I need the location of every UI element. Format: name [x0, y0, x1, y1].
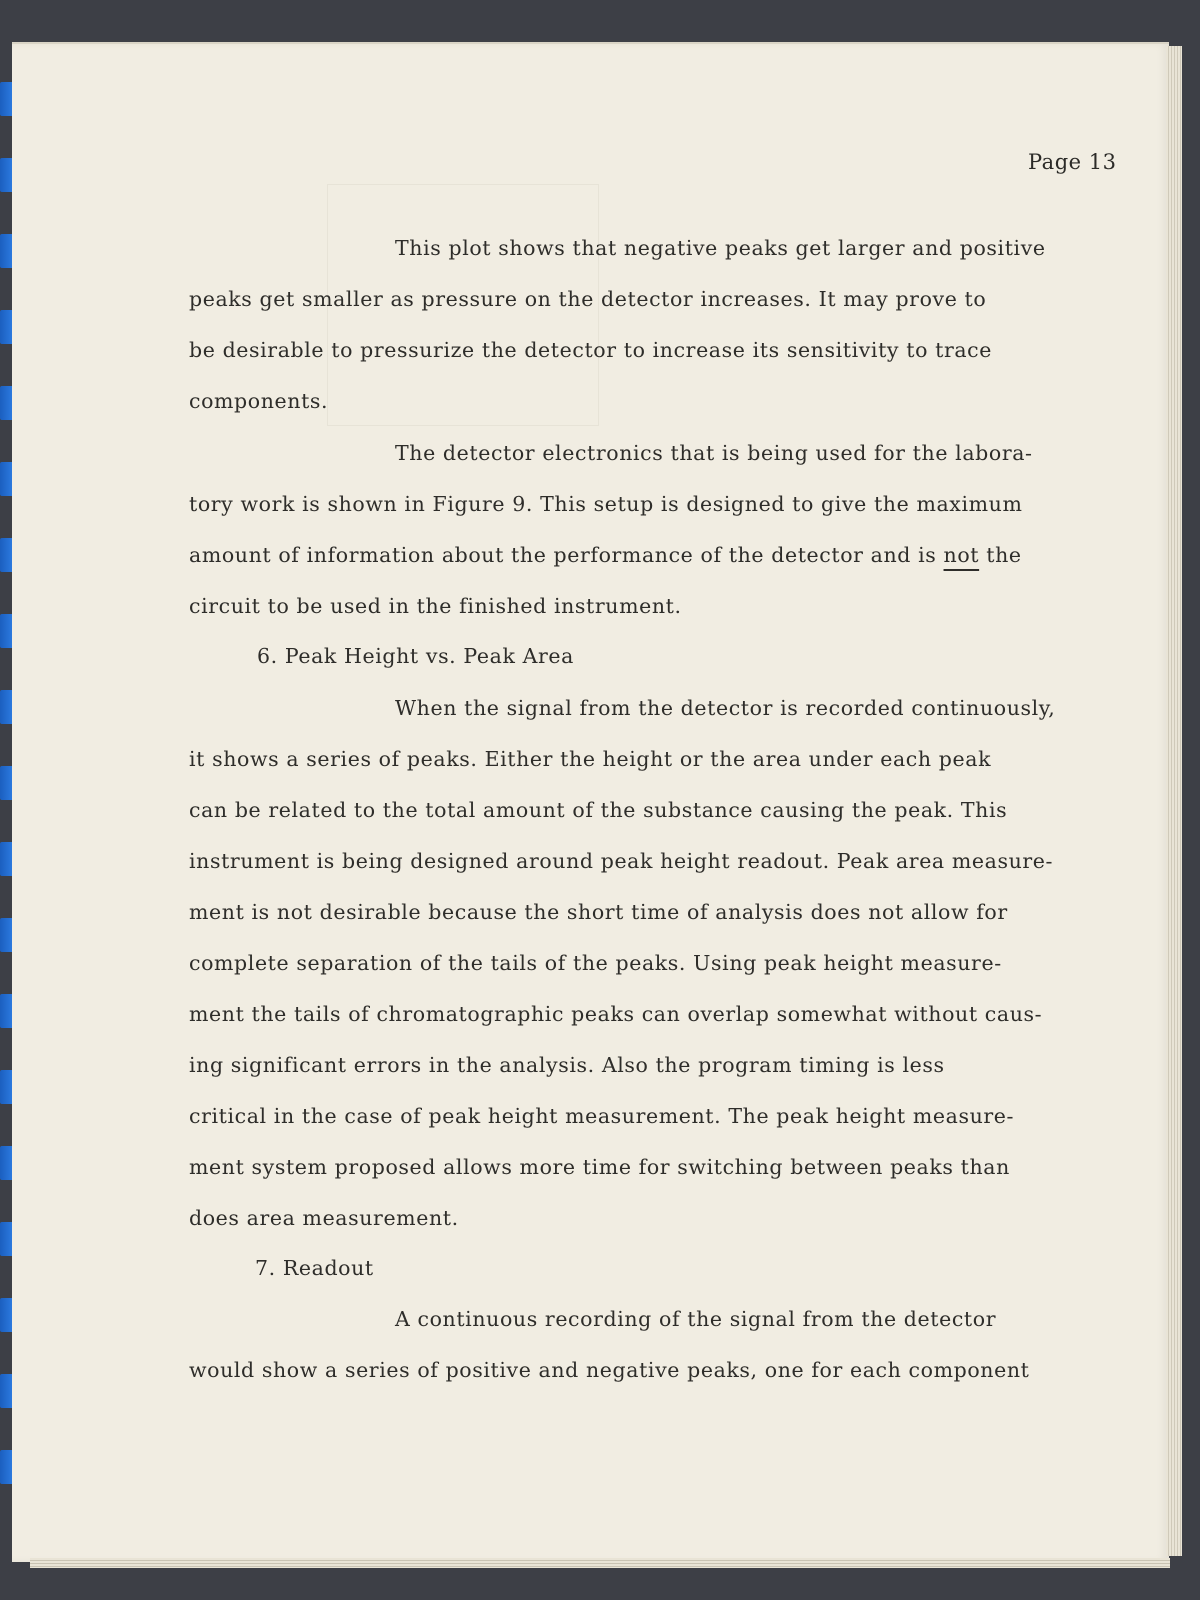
- document-page: [12, 42, 1169, 1562]
- paragraph-line: it shows a series of peaks. Either the height or the area under each peak: [189, 747, 992, 771]
- paragraph-line: ment system proposed allows more time for switching between peaks than: [189, 1155, 1010, 1179]
- paragraph-line: This plot shows that negative peaks get larger and positive: [395, 236, 1046, 260]
- emphasis-not: not: [943, 543, 980, 567]
- paragraph-line: A continuous recording of the signal from the detector: [395, 1307, 997, 1331]
- paragraph-line: can be related to the total amount of the substance causing the peak. This: [189, 798, 1008, 822]
- paragraph-line: When the signal from the detector is recorded continuously,: [395, 696, 1056, 720]
- paragraph-line: would show a series of positive and negative peaks, one for each component: [189, 1358, 1030, 1382]
- paragraph-line: circuit to be used in the finished instrument.: [189, 594, 682, 618]
- paragraph-line: ment is not desirable because the short time of analysis does not allow for: [189, 900, 1008, 924]
- line-text: amount of information about the performance of the detector and is: [189, 543, 944, 567]
- paragraph-line: ing significant errors in the analysis. Also the program timing is less: [189, 1053, 945, 1077]
- paragraph-line: tory work is shown in Figure 9. This setup is designed to give the maximum: [189, 492, 1023, 516]
- paragraph-line: [189, 543, 1022, 567]
- page-number: Page 13: [1028, 150, 1117, 174]
- paragraph-line: instrument is being designed around peak height readout. Peak area measure-: [189, 849, 1054, 873]
- page-bottom-edge: [30, 1558, 1170, 1568]
- paragraph-line: peaks get smaller as pressure on the detector increases. It may prove to: [189, 287, 987, 311]
- paragraph-line: The detector electronics that is being used for the labora-: [395, 441, 1033, 465]
- paragraph-line: critical in the case of peak height measurement. The peak height measure-: [189, 1104, 1015, 1128]
- section-heading: 7. Readout: [255, 1256, 374, 1280]
- paragraph-line: components.: [189, 389, 329, 413]
- page-stack-edge: [1166, 46, 1182, 1556]
- line-text-end: the: [979, 543, 1022, 567]
- paragraph-line: ment the tails of chromatographic peaks can overlap somewhat without caus-: [189, 1002, 1043, 1026]
- paragraph-line: complete separation of the tails of the peaks. Using peak height measure-: [189, 951, 1002, 975]
- paragraph-line: does area measurement.: [189, 1206, 459, 1230]
- section-heading: 6. Peak Height vs. Peak Area: [257, 644, 574, 668]
- paragraph-line: be desirable to pressurize the detector to increase its sensitivity to trace: [189, 338, 992, 362]
